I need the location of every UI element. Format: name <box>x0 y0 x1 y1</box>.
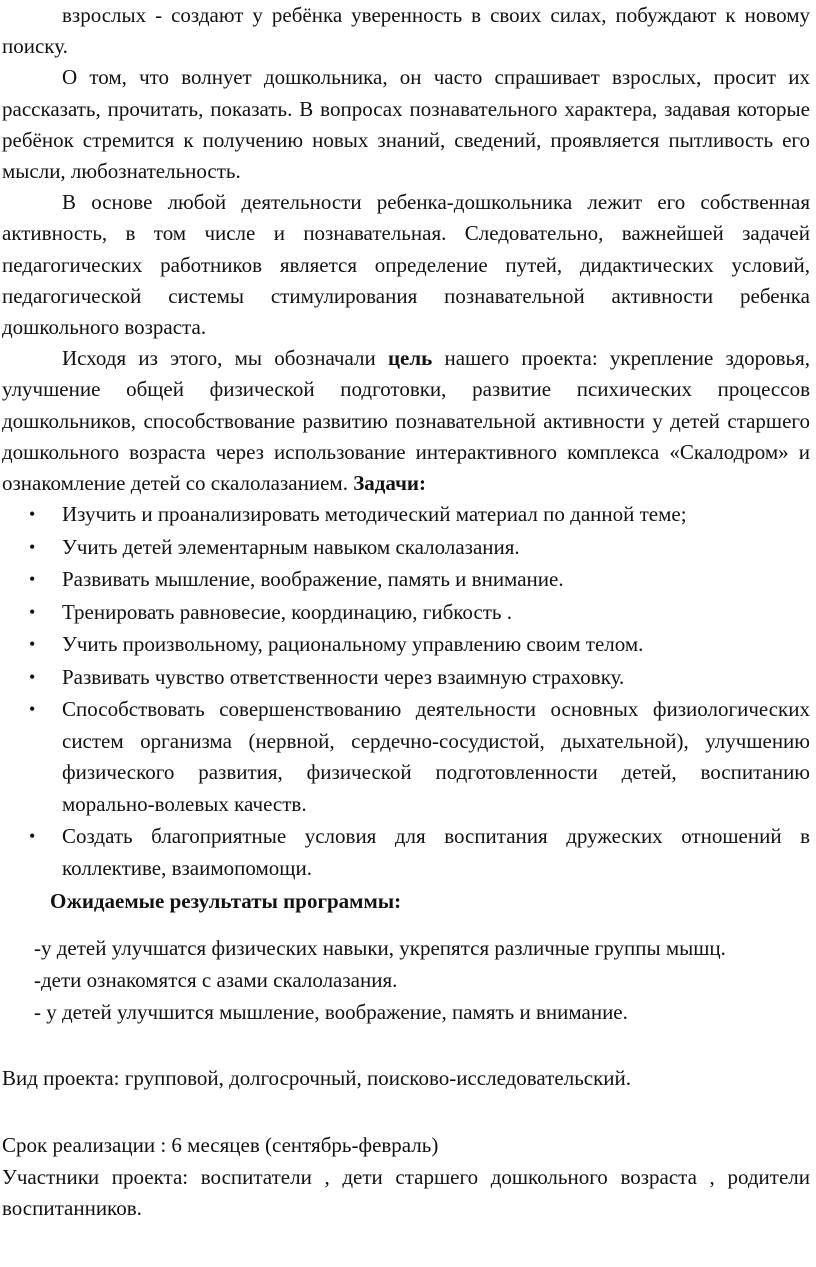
results-heading: Ожидаемые результаты программы: <box>50 889 402 914</box>
goal-text-after: нашего проекта: укрепление здоровья, улучшение общей физической подготовки, развитие психических процессов дошкольников, способствование развитию познавательной активности у детей старшего дошкольного возраста через использование интерактивного комплекса «Скалодром» и ознакомление детей со скалолазанием. <box>2 346 811 496</box>
task-text: Учить детей элементарным навыком скалолазания. <box>62 534 520 559</box>
tasks-label: Задачи: <box>353 471 427 496</box>
project-term: Срок реализации : 6 месяцев (сентябрь-февраль) <box>2 1133 439 1158</box>
paragraph-intro: взрослых - создают у ребёнка уверенность в своих силах, побуждают к новому поиску. <box>2 3 810 59</box>
task-item <box>2 597 810 629</box>
task-text: Развивать мышление, воображение, память и внимание. <box>62 567 564 592</box>
bullet-icon: • <box>29 634 36 655</box>
paragraph-questions: О том, что волнует дошкольника, он часто спрашивает взрослых, просит их рассказать, прочитать, показать. В вопросах познавательного характера, задавая которые ребёнок стремится к получению новых знаний, сведений, проявляется пытливость его мысли, любознательность. <box>2 65 810 184</box>
bullet-icon: • <box>29 699 36 720</box>
task-item <box>2 532 810 564</box>
bullet-icon: • <box>29 569 36 590</box>
task-item <box>2 564 810 596</box>
bullet-icon: • <box>29 536 36 557</box>
result-item: - у детей улучшится мышление, воображение, память и внимание. <box>34 1000 628 1025</box>
task-item <box>2 499 810 531</box>
task-text: Развивать чувство ответственности через взаимную страховку. <box>62 664 625 689</box>
bullet-icon: • <box>29 826 36 847</box>
task-text: Изучить и проанализировать методический материал по данной теме; <box>62 502 687 527</box>
goal-keyword: цель <box>387 346 433 371</box>
task-text: Создать благоприятные условия для воспитания дружеских отношений в коллективе, взаимопомощи. <box>62 824 810 880</box>
document-page <box>2 0 810 1224</box>
task-item <box>2 694 810 820</box>
paragraph-goal <box>2 343 810 499</box>
bullet-icon: • <box>29 601 36 622</box>
bullet-icon: • <box>29 504 36 525</box>
paragraph-activity: В основе любой деятельности ребенка-дошкольника лежит его собственная активность, в том числе и познавательная. Следовательно, важнейшей задачей педагогических работников является определение путей, дидактических условий, педагогической системы стимулирования познавательной активности ребенка дошкольного возраста. <box>2 190 810 340</box>
result-item: -дети ознакомятся с азами скалолазания. <box>34 968 398 993</box>
project-participants: Участники проекта: воспитатели , дети старшего дошкольного возраста , родители воспитанников. <box>2 1164 810 1220</box>
project-type: Вид проекта: групповой, долгосрочный, поисково-исследовательский. <box>2 1066 632 1091</box>
result-item: -у детей улучшатся физических навыки, укрепятся различные группы мышц. <box>34 936 726 961</box>
bullet-icon: • <box>29 666 36 687</box>
task-item <box>2 662 810 694</box>
goal-text-before: Исходя из этого, мы обозначали <box>62 346 376 371</box>
task-text: Тренировать равновесие, координацию, гибкость . <box>62 599 513 624</box>
task-item <box>2 629 810 661</box>
task-item <box>2 821 810 884</box>
tasks-list <box>2 499 810 884</box>
task-text: Учить произвольному, рациональному управлению своим телом. <box>62 632 644 657</box>
task-text: Способствовать совершенствованию деятельности основных физиологических систем организма (нервной, сердечно-сосудистой, дыхательной), улучшению физического развития, физической подготовленности детей, воспитанию морально-волевых качеств. <box>62 697 810 816</box>
